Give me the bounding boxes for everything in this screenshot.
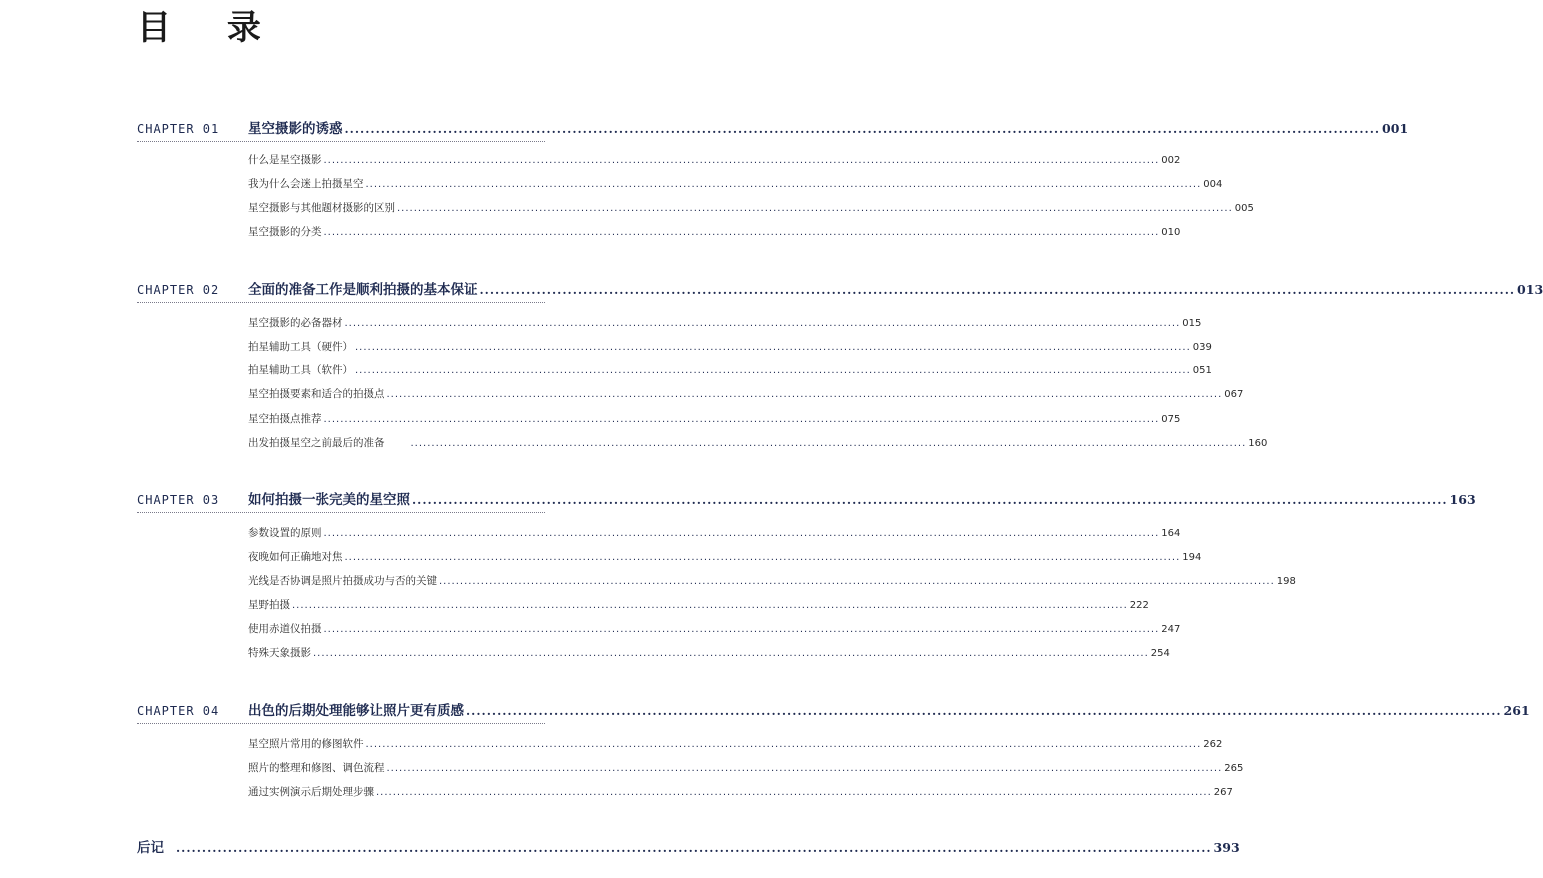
entry-page: 039 [1192,342,1212,353]
entry-page: 010 [1161,227,1181,238]
chapter-label: CHAPTER 03 [137,493,220,507]
toc-entry[interactable] [248,200,1254,215]
toc-entry[interactable] [248,621,1181,636]
toc-entry[interactable] [248,645,1170,660]
entry-title: 使用赤道仪拍摄 [248,623,322,635]
chapter-01-header[interactable] [137,117,1409,137]
dot-leader: ........................................................................................................................................................................................................ [323,528,1160,539]
afterword-page: 393 [1213,840,1240,855]
dot-leader: ........................................................................................................................................................................................................ [410,438,1247,449]
dot-leader: ........................................................................................................................................................................................................ [397,203,1233,214]
entry-page: 198 [1276,576,1296,587]
dot-leader: ........................................................................................................................................................................................................ [323,227,1160,238]
entry-title: 什么是星空摄影 [248,154,322,166]
entry-title: 星空照片常用的修图软件 [248,738,364,750]
entry-page: 067 [1224,389,1244,400]
section-divider [137,723,545,724]
dot-leader: ........................................................................................................................................................................................................ [412,493,1448,507]
entry-title: 星野拍摄 [248,599,290,611]
dot-leader: ........................................................................................................................................................................................................ [292,600,1128,611]
entry-title: 星空拍摄点推荐 [248,413,322,425]
chapter-label: CHAPTER 01 [137,122,220,136]
entry-title: 通过实例演示后期处理步骤 [248,786,374,798]
page-title: 目 录 [137,8,283,48]
afterword-title: 后记 [137,840,164,856]
entry-title: 我为什么会迷上拍摄星空 [248,178,364,190]
entry-page: 222 [1129,600,1149,611]
section-divider [137,302,545,303]
dot-leader: ........................................................................................................................................................................................................ [344,122,1381,136]
dot-leader: ........................................................................................................................................................................................................ [386,763,1223,774]
dot-leader: ........................................................................................................................................................................................................ [376,787,1212,798]
entry-page: 254 [1150,648,1170,659]
chapter-label: CHAPTER 04 [137,704,220,718]
entry-title: 出发拍摄星空之前最后的准备 [248,437,385,449]
entry-page: 194 [1182,552,1202,563]
dot-leader: ........................................................................................................................................................................................................ [479,283,1516,297]
dot-leader: ........................................................................................................................................................................................................ [355,365,1191,376]
entry-title: 夜晚如何正确地对焦 [248,551,343,563]
entry-page: 247 [1161,624,1181,635]
toc-entry[interactable] [248,549,1202,564]
entry-title: 星空摄影与其他题材摄影的区别 [248,202,395,214]
chapter-page: 163 [1449,492,1476,507]
toc-entry[interactable] [248,525,1181,540]
chapter-title: 全面的准备工作是顺利拍摄的基本保证 [248,282,478,298]
entry-title: 光线是否协调是照片拍摄成功与否的关键 [248,575,437,587]
toc-entry[interactable] [248,152,1181,167]
dot-leader: ........................................................................................................................................................................................................ [355,342,1191,353]
dot-leader: ........................................................................................................................................................................................................ [344,318,1181,329]
toc-entry[interactable] [248,784,1233,799]
toc-entry[interactable] [248,176,1223,191]
section-divider [137,141,545,142]
entry-page: 015 [1182,318,1202,329]
dot-leader: ........................................................................................................................................................................................................ [365,179,1202,190]
dot-leader: ........................................................................................................................................................................................................ [344,552,1181,563]
chapter-page: 001 [1382,121,1409,136]
entry-page: 160 [1248,438,1268,449]
entry-page: 164 [1161,528,1181,539]
toc-entry[interactable] [248,224,1181,239]
dot-leader: ........................................................................................................................................................................................................ [386,389,1223,400]
entry-title: 特殊天象摄影 [248,647,311,659]
afterword-entry[interactable] [137,836,1240,856]
chapter-title: 出色的后期处理能够让照片更有质感 [248,703,464,719]
entry-title: 星空拍摄要素和适合的拍摄点 [248,388,385,400]
toc-entry[interactable] [248,573,1296,588]
toc-entry[interactable] [248,362,1212,377]
entry-title: 参数设置的原则 [248,527,322,539]
entry-page: 005 [1234,203,1254,214]
chapter-label: CHAPTER 02 [137,283,220,297]
entry-page: 265 [1224,763,1244,774]
dot-leader: ........................................................................................................................................................................................................ [323,155,1160,166]
dot-leader: ........................................................................................................................................................................................................ [323,624,1160,635]
entry-title: 拍星辅助工具（硬件） [248,341,353,353]
chapter-title: 星空摄影的诱惑 [248,121,343,137]
entry-page: 075 [1161,414,1181,425]
dot-leader: ........................................................................................................................................................................................................ [365,739,1202,750]
entry-page: 267 [1213,787,1233,798]
toc-entry[interactable] [248,597,1149,612]
toc-entry[interactable] [248,315,1202,330]
toc-entry[interactable] [248,339,1212,354]
chapter-02-header[interactable] [137,278,1543,298]
entry-title: 星空摄影的分类 [248,226,322,238]
section-divider [137,512,545,513]
dot-leader: ........................................................................................................................................................................................................ [323,414,1160,425]
chapter-03-header[interactable] [137,488,1476,508]
toc-entry[interactable] [248,386,1244,401]
dot-leader: ........................................................................................................................................................................................................ [176,841,1212,855]
entry-title: 拍星辅助工具（软件） [248,364,353,376]
toc-entry[interactable] [248,736,1223,751]
chapter-04-header[interactable] [137,699,1530,719]
entry-page: 002 [1161,155,1181,166]
toc-entry[interactable] [248,760,1244,775]
entry-title: 照片的整理和修图、调色流程 [248,762,385,774]
entry-page: 262 [1203,739,1223,750]
dot-leader: ........................................................................................................................................................................................................ [466,704,1502,718]
dot-leader: ........................................................................................................................................................................................................ [313,648,1149,659]
entry-title: 星空摄影的必备器材 [248,317,343,329]
dot-leader: ........................................................................................................................................................................................................ [439,576,1275,587]
chapter-page: 013 [1517,282,1543,297]
entry-page: 004 [1203,179,1223,190]
chapter-page: 261 [1503,703,1530,718]
toc-entry[interactable] [248,411,1181,426]
toc-entry[interactable] [248,435,1268,450]
chapter-title: 如何拍摄一张完美的星空照 [248,492,410,508]
entry-page: 051 [1192,365,1212,376]
